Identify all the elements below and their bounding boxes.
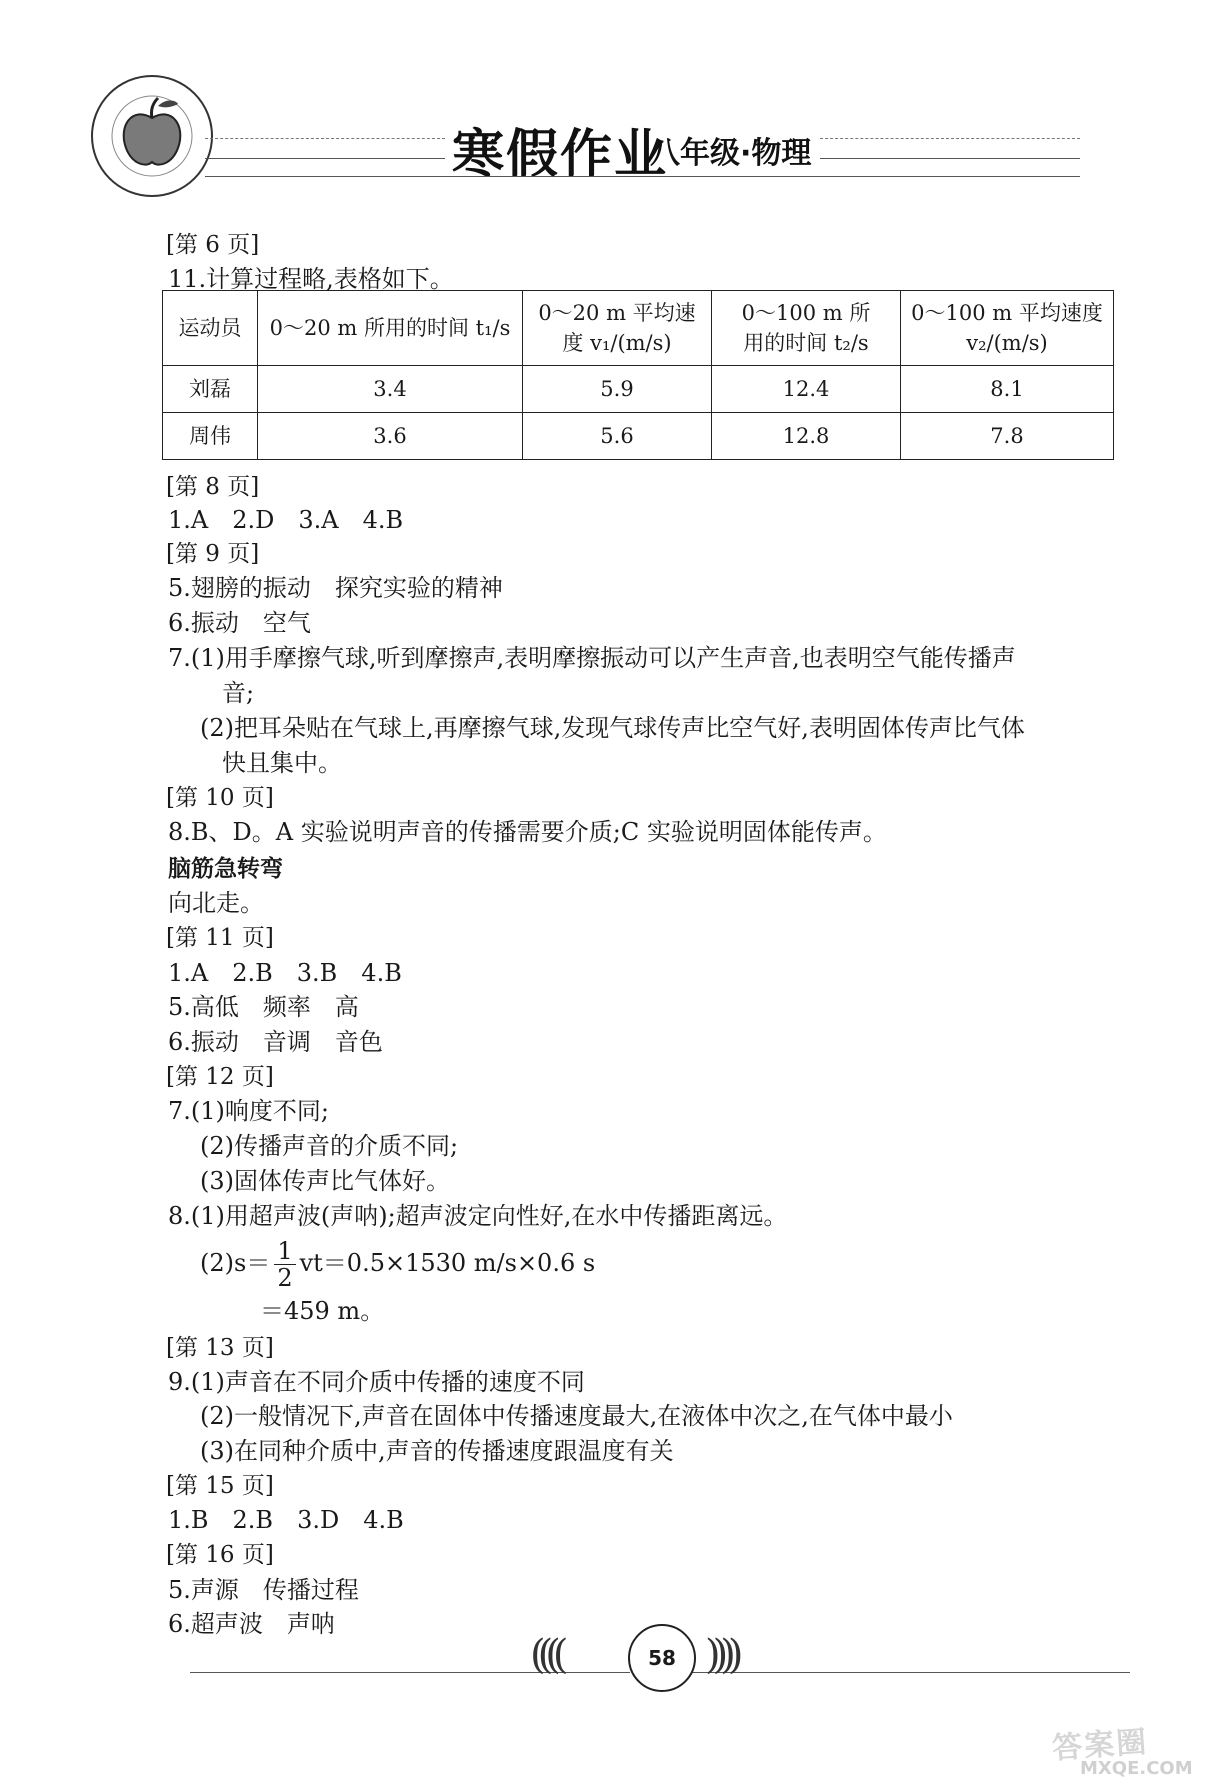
formula-suffix: vt＝0.5×1530 m/s×0.6 s [299,1249,596,1277]
section-heading-p9: [第 9 页] [166,541,260,567]
table-cell: 5.9 [523,366,712,413]
answer-line: 9.(1)声音在不同介质中传播的速度不同 [168,1368,585,1396]
header-line: 0～20 m 平均速 [538,301,696,325]
answer-line: 1.A 2.D 3.A 4.B [168,506,404,534]
header-rule-bottom [205,176,1080,177]
answer-line: 6.超声波 声呐 [168,1610,335,1638]
section-heading-p6: [第 6 页] [166,232,260,258]
answer-line: ＝459 m。 [260,1297,385,1325]
answer-line: (2)把耳朵贴在气球上,再摩擦气球,发现气球传声比空气好,表明固体传声比气体 [200,714,1025,742]
table-cell: 12.4 [712,366,901,413]
header-rule-left [205,158,445,159]
table-header-cell [712,291,901,366]
formula-prefix: (2)s＝ [200,1249,271,1277]
footer-rule-right [690,1672,1130,1673]
answer-line: 6.振动 空气 [168,609,311,637]
formula-line [200,1238,595,1291]
answer-line: 5.声源 传播过程 [168,1576,359,1604]
answer-line: 1.B 2.B 3.D 4.B [168,1506,404,1534]
header-line: 0～100 m 所 [741,301,871,325]
answer-line: 6.振动 音调 音色 [168,1028,383,1056]
section-heading-p16: [第 16 页] [166,1542,274,1568]
table-cell: 5.6 [523,413,712,460]
answer-line: 8.B、D。A 实验说明声音的传播需要介质;C 实验说明固体能传声。 [168,818,887,846]
answer-line: 音; [222,679,255,707]
brain-teaser-title: 脑筋急转弯 [168,856,283,882]
fraction [274,1238,295,1291]
table-header-cell [523,291,712,366]
table-cell: 3.6 [258,413,523,460]
section-heading-p13: [第 13 页] [166,1335,274,1361]
answer-line: 7.(1)响度不同; [168,1097,329,1125]
header-line: 用的时间 t₂/s [743,331,869,355]
right-paren-decoration-icon: )))) [705,1632,736,1678]
footer-rule-left [190,1672,630,1673]
table-cell: 12.8 [712,413,901,460]
left-paren-decoration-icon: (((( [530,1632,561,1678]
answer-line: 向北走。 [168,889,264,917]
section-heading-p15: [第 15 页] [166,1473,274,1499]
answer-line: (2)一般情况下,声音在固体中传播速度最大,在液体中次之,在气体中最小 [200,1402,953,1430]
table-header-cell: 运动员 [163,291,258,366]
answer-line: (3)在同种介质中,声音的传播速度跟温度有关 [200,1437,674,1465]
p6-intro: 11.计算过程略,表格如下。 [168,265,454,293]
table-row [163,366,1114,413]
answer-line: (3)固体传声比气体好。 [200,1167,450,1195]
header-dash-left [205,138,445,139]
answer-line: 快且集中。 [222,749,342,777]
watermark: 答案圈 [1051,1724,1150,1767]
header-dash-right [820,138,1080,139]
table-header-row [163,291,1114,366]
table-cell: 7.8 [901,413,1114,460]
fraction-denominator: 2 [277,1264,293,1292]
answer-line: 5.翅膀的振动 探究实验的精神 [168,574,503,602]
header-rule-right [820,158,1080,159]
table-cell-name: 周伟 [163,413,258,460]
page-number: 58 [628,1624,696,1692]
section-heading-p11: [第 11 页] [166,925,274,951]
table-header-cell [901,291,1114,366]
header-subtitle: 八年级·物理 [650,136,812,171]
table-cell-name: 刘磊 [163,366,258,413]
watermark-url: MXQE.COM [1080,1758,1193,1779]
answer-line: 1.A 2.B 3.B 4.B [168,959,402,987]
section-heading-p8: [第 8 页] [166,474,260,500]
table-row [163,413,1114,460]
answer-line: 5.高低 频率 高 [168,993,359,1021]
answer-line: 7.(1)用手摩擦气球,听到摩擦声,表明摩擦振动可以产生声音,也表明空气能传播声 [168,644,1016,672]
table-cell: 3.4 [258,366,523,413]
fraction-numerator: 1 [274,1238,295,1265]
answer-line: (2)传播声音的介质不同; [200,1132,459,1160]
header-title: 寒假作业 [452,125,669,185]
answer-line: 8.(1)用超声波(声呐);超声波定向性好,在水中传播距离远。 [168,1202,788,1230]
table-cell: 8.1 [901,366,1114,413]
results-table [162,290,1114,460]
apple-logo-icon [88,72,216,200]
header-line: 0～100 m 平均速度 [911,301,1103,325]
section-heading-p12: [第 12 页] [166,1064,274,1090]
section-heading-p10: [第 10 页] [166,785,274,811]
header-line: v₂/(m/s) [966,331,1048,355]
table-header-cell: 0～20 m 所用的时间 t₁/s [258,291,523,366]
header-line: 度 v₁/(m/s) [562,331,672,355]
